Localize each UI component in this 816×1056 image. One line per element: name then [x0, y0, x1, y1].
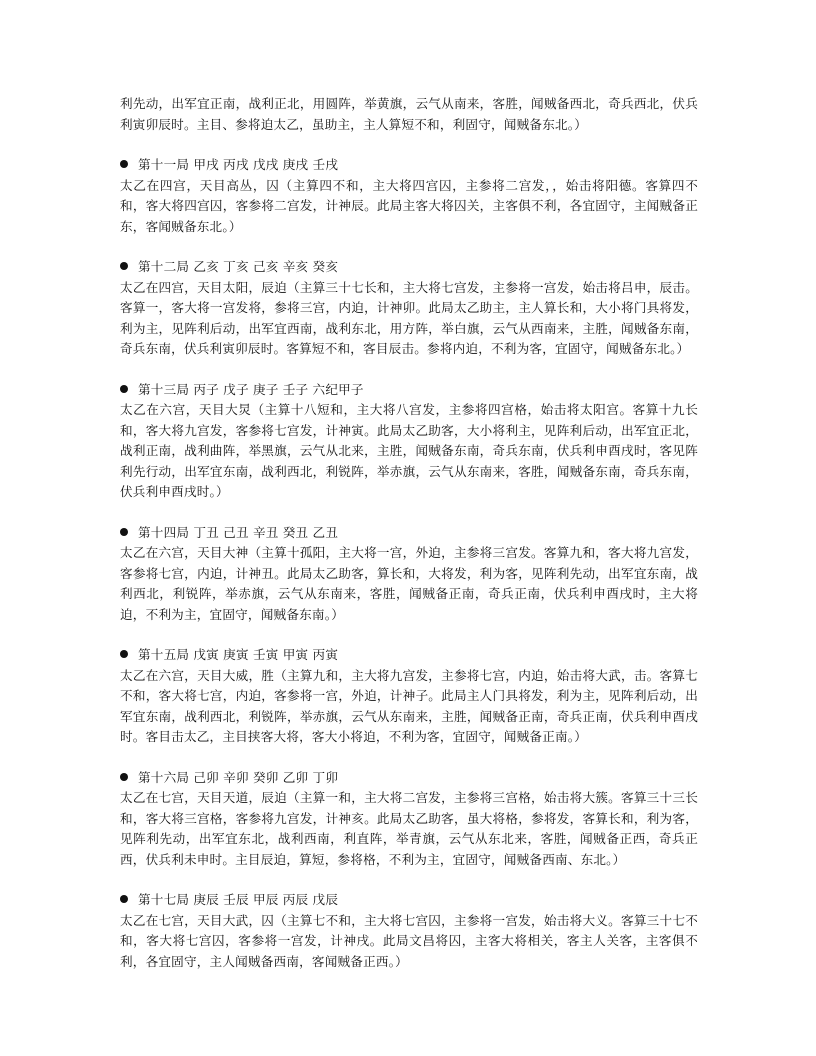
- bullet-icon: [120, 262, 128, 270]
- heading-text: 第十七局 庚辰 壬辰 甲辰 丙辰 戊辰: [138, 892, 339, 907]
- section-heading: [120, 380, 698, 401]
- section-paragraph: 太乙在六宫，天目大威，胜（主算九和，主大将九宫发，主参将七宫，内迫，始击将大武，击。客算七不和，客大将七宫，内迫，客参将一宫，外迫，计神子。此局主人门具将发，利为主，见阵利后动，出军宜东南，战利西北，利锐阵，举赤旗，云气从东南来，主胜，闻贼备正南，奇兵正南，伏兵利申酉戌时。客目击太乙，主目挟客大将，客大小将迫，不利为客，宜固守，闻贼备正南。）: [120, 667, 698, 744]
- section-heading: [120, 645, 698, 666]
- bullet-icon: [120, 160, 128, 168]
- heading-text: 第十二局 乙亥 丁亥 己亥 辛亥 癸亥: [138, 259, 339, 274]
- section-paragraph: 太乙在六宫，天目大神（主算十孤阳，主大将一宫，外迫，主参将三宫发。客算九和，客大将九宫发，客参将七宫，内迫，计神丑。此局太乙助客，算长和，大将发，利为客，见阵利先动，出军宜东南，战利西北，利锐阵，举赤旗，云气从东南来，客胜，闻贼备正南，奇兵正南，伏兵利申酉戌时，主大将迫，不利为主，宜固守，闻贼备东南。）: [120, 545, 698, 622]
- section-paragraph: 太乙在七宫，天目天道，辰迫（主算一和，主大将二宫发，主参将三宫格，始击将大簇。客算三十三长和，客大将三宫格，客参将九宫发，计神亥。此局太乙助客，虽大将格，参将发，客算长和，利为客，见阵利先动，出军宜东北，战利西南，利直阵，举青旗，云气从东北来，客胜，闻贼备正西，奇兵正西，伏兵利未申时。主目辰迫，算短，参将格，不利为主，宜固守，闻贼备西南、东北。）: [120, 790, 698, 867]
- section-heading: [120, 155, 698, 176]
- bullet-icon: [120, 895, 128, 903]
- bullet-icon: [120, 528, 128, 536]
- section-heading: [120, 523, 698, 544]
- section-heading: [120, 890, 698, 911]
- section-12: [120, 257, 698, 360]
- document-body: [120, 94, 698, 972]
- heading-text: 第十一局 甲戌 丙戌 戊戌 庚戌 壬戌: [138, 157, 339, 172]
- heading-text: 第十三局 丙子 戊子 庚子 壬子 六纪甲子: [138, 381, 364, 397]
- heading-text: 第十六局 己卯 辛卯 癸卯 乙卯 丁卯: [138, 769, 339, 785]
- section-14: [120, 523, 698, 626]
- bullet-icon: [120, 385, 128, 393]
- section-17: [120, 890, 698, 972]
- heading-text: 第十四局 丁丑 己丑 辛丑 癸丑 乙丑: [138, 524, 339, 540]
- intro-paragraph: 利先动，出军宜正南，战利正北，用圆阵，举黄旗，云气从南来，客胜，闻贼备西北，奇兵西北，伏兵利寅卯辰时。主目、参将迫太乙，虽助主，主人算短不和，利固守，闻贼备东北。）: [120, 96, 698, 132]
- section-15: [120, 645, 698, 748]
- section-13: [120, 380, 698, 503]
- section-paragraph: 太乙在六宫，天目大炅（主算十八短和，主大将八宫发，主参将四宫格，始击将太阳宫。客算十九长和，客大将九宫发，客参将七宫发，计神寅。此局太乙助客，大小将利主，见阵利后动，出军宜正北，战利正南，战利曲阵，举黑旗，云气从北来，主胜，闻贼备东南，奇兵东南，伏兵利申酉戌时，客见阵利先行动，出军宜东南，战利西北，利锐阵，举赤旗，云气从东南来，客胜，闻贼备东南，奇兵东南，伏兵利申酉戌时。）: [120, 402, 698, 499]
- heading-text: 第十五局 戊寅 庚寅 壬寅 甲寅 丙寅: [138, 647, 339, 662]
- section-paragraph: 太乙在四宫，天目太阳，辰迫（主算三十七长和，主大将七宫发，主参将一宫发，始击将吕申，辰击。客算一，客大将一宫发将，参将三宫，内迫，计神卯。此局太乙助主，主人算长和，大小将门具将发，利为主，见阵利后动，出军宜西南，战利东北，用方阵，举白旗，云气从西南来，主胜，闻贼备东南，奇兵东南，伏兵利寅卯辰时。客算短不和，客目辰击。参将内迫，不利为客，宜固守，闻贼备东北。）: [120, 279, 698, 356]
- section-heading: [120, 257, 698, 278]
- section-paragraph: 太乙在四宫，天目高丛，囚（主算四不和，主大将四宫囚，主参将二宫发，，始击将阳德。客算四不和，客大将四宫囚，客参将二宫发，计神辰。此局主客大将囚关，主客俱不利，各宜固守，主闻贼备正东，客闻贼备东北。）: [120, 177, 698, 234]
- bullet-icon: [120, 650, 128, 658]
- section-heading: [120, 768, 698, 789]
- section-16: [120, 768, 698, 871]
- section-11: [120, 155, 698, 237]
- section-paragraph: 太乙在七宫，天目大武，囚（主算七不和，主大将七宫囚，主参将一宫发，始击将大义。客算三十七不和，客大将七宫囚，客参将一宫发，计神戌。此局文昌将囚，主客大将相关，客主人关客，主客俱不利，各宜固守，主人闻贼备西南，客闻贼备正西。）: [120, 912, 698, 969]
- bullet-icon: [120, 773, 128, 781]
